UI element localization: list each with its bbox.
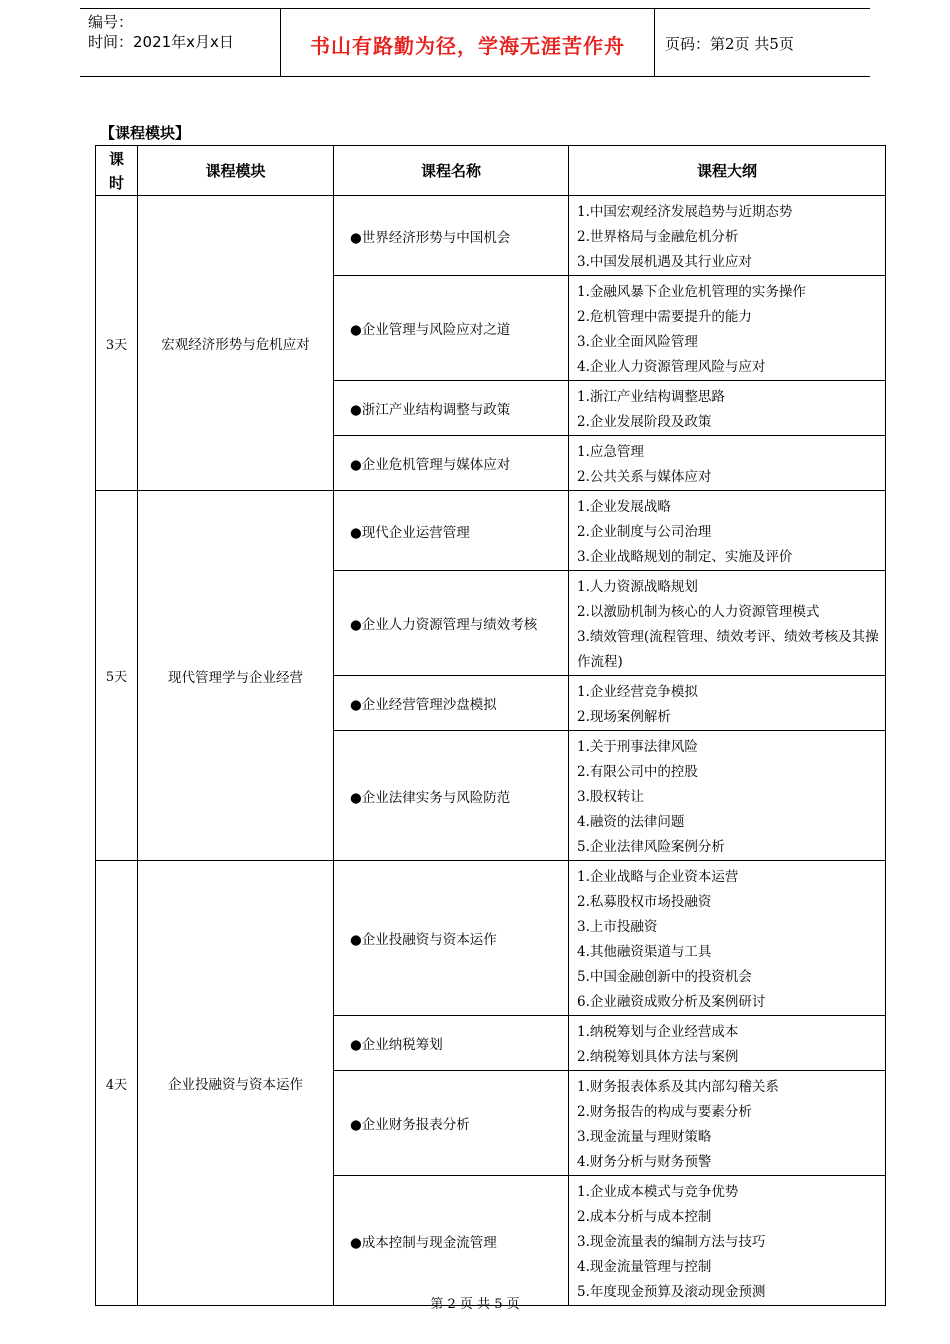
outline-item: 2.企业制度与公司治理 [577,524,712,540]
outline-item: 4.财务分析与财务预警 [577,1154,712,1170]
outline-item: 2.私募股权市场投融资 [577,894,712,910]
table-header-row [96,146,886,196]
outline-item: 2.企业发展阶段及政策 [577,414,712,430]
outline-item: 2.纳税筹划具体方法与案例 [577,1049,739,1065]
course-name: ●企业危机管理与媒体应对 [334,436,569,491]
outline-item: 3.中国发展机遇及其行业应对 [577,254,752,270]
outline-item: 1.中国宏观经济发展趋势与近期态势 [577,204,793,220]
course-name: ●企业经营管理沙盘模拟 [334,676,569,731]
outline-item: 2.危机管理中需要提升的能力 [577,309,752,325]
outline-item: 4.融资的法律问题 [577,814,685,830]
outline-item: 1.关于刑事法律风险 [577,739,698,755]
outline-item: 1.浙江产业结构调整思路 [577,389,725,405]
outline-item: 2.成本分析与成本控制 [577,1209,712,1225]
header-course-name: 课程名称 [334,146,569,196]
outline-item: 1.金融风暴下企业危机管理的实务操作 [577,284,806,300]
course-name: ●世界经济形势与中国机会 [334,196,569,276]
course-table-body [96,196,886,1306]
course-hours: 4天 [96,861,138,1306]
header-hours [96,146,138,196]
outline-item: 5.企业法律风险案例分析 [577,839,725,855]
header-outline: 课程大纲 [569,146,886,196]
outline-item: 5.中国金融创新中的投资机会 [577,969,752,985]
header-bottom-rule [80,76,870,77]
course-outline [569,491,886,571]
table-row [96,861,886,1016]
course-name: ●企业投融资与资本运作 [334,861,569,1016]
table-row [96,196,886,276]
outline-item: 1.企业成本模式与竞争优势 [577,1184,739,1200]
course-hours: 3天 [96,196,138,491]
outline-item: 2.以激励机制为核心的人力资源管理模式 [577,604,820,620]
outline-item: 1.企业战略与企业资本运营 [577,869,739,885]
course-name: ●现代企业运营管理 [334,491,569,571]
outline-item: 2.财务报告的构成与要素分析 [577,1104,752,1120]
course-module: 企业投融资与资本运作 [138,861,334,1306]
outline-item: 3.股权转让 [577,789,644,805]
course-module: 现代管理学与企业经营 [138,491,334,861]
course-name: ●企业纳税筹划 [334,1016,569,1071]
outline-item: 3.企业全面风险管理 [577,334,698,350]
course-outline [569,276,886,381]
outline-item: 2.现场案例解析 [577,709,671,725]
outline-item: 2.世界格局与金融危机分析 [577,229,739,245]
course-outline [569,1071,886,1176]
outline-item: 1.人力资源战略规划 [577,579,698,595]
outline-item: 3.上市投融资 [577,919,658,935]
document-date: 时间：2021年x月x日 [88,33,234,51]
document-number-label: 编号： [88,13,134,31]
outline-item: 3.现金流量与理财策略 [577,1129,712,1145]
course-outline [569,381,886,436]
outline-item: 5.年度现金预算及滚动现金预测 [577,1284,766,1300]
course-name: ●企业人力资源管理与绩效考核 [334,571,569,676]
page-footer: 第 2 页 共 5 页 [430,1297,520,1312]
course-name: ●浙江产业结构调整与政策 [334,381,569,436]
outline-item: 4.现金流量管理与控制 [577,1259,712,1275]
outline-item: 2.公共关系与媒体应对 [577,469,712,485]
table-row [96,491,886,571]
course-name: ●企业法律实务与风险防范 [334,731,569,861]
outline-item: 1.纳税筹划与企业经营成本 [577,1024,739,1040]
course-outline [569,196,886,276]
header-top-rule [80,8,870,9]
course-name: ●企业财务报表分析 [334,1071,569,1176]
course-outline [569,676,886,731]
course-outline [569,436,886,491]
course-outline [569,1016,886,1071]
course-table [95,145,886,1306]
course-outline [569,731,886,861]
course-outline [569,1176,886,1306]
outline-item: 3.绩效管理(流程管理、绩效考评、绩效考核及其操作流程) [577,629,879,670]
outline-item: 2.有限公司中的控股 [577,764,698,780]
section-title: 【课程模块】 [100,124,191,142]
header-hours-line2: 时 [108,173,124,192]
course-hours: 5天 [96,491,138,861]
outline-item: 6.企业融资成败分析及案例研讨 [577,994,766,1010]
course-name: ●成本控制与现金流管理 [334,1176,569,1306]
page-header [80,8,870,77]
outline-item: 1.应急管理 [577,444,644,460]
course-name: ●企业管理与风险应对之道 [334,276,569,381]
header-page-info: 页码：第2页 共5页 [665,35,794,53]
outline-item: 1.企业经营竞争模拟 [577,684,698,700]
header-meta [88,12,234,52]
outline-item: 3.企业战略规划的制定、实施及评价 [577,549,793,565]
course-outline [569,861,886,1016]
outline-item: 1.企业发展战略 [577,499,671,515]
course-outline [569,571,886,676]
outline-item: 1.财务报表体系及其内部勾稽关系 [577,1079,779,1095]
header-module: 课程模块 [138,146,334,196]
outline-item: 4.其他融资渠道与工具 [577,944,712,960]
outline-item: 3.现金流量表的编制方法与技巧 [577,1234,766,1250]
header-hours-line1: 课 [108,149,124,168]
header-motto: 书山有路勤为径，学海无涯苦作舟 [310,34,625,58]
header-divider [654,8,655,77]
outline-item: 4.企业人力资源管理风险与应对 [577,359,766,375]
course-module: 宏观经济形势与危机应对 [138,196,334,491]
